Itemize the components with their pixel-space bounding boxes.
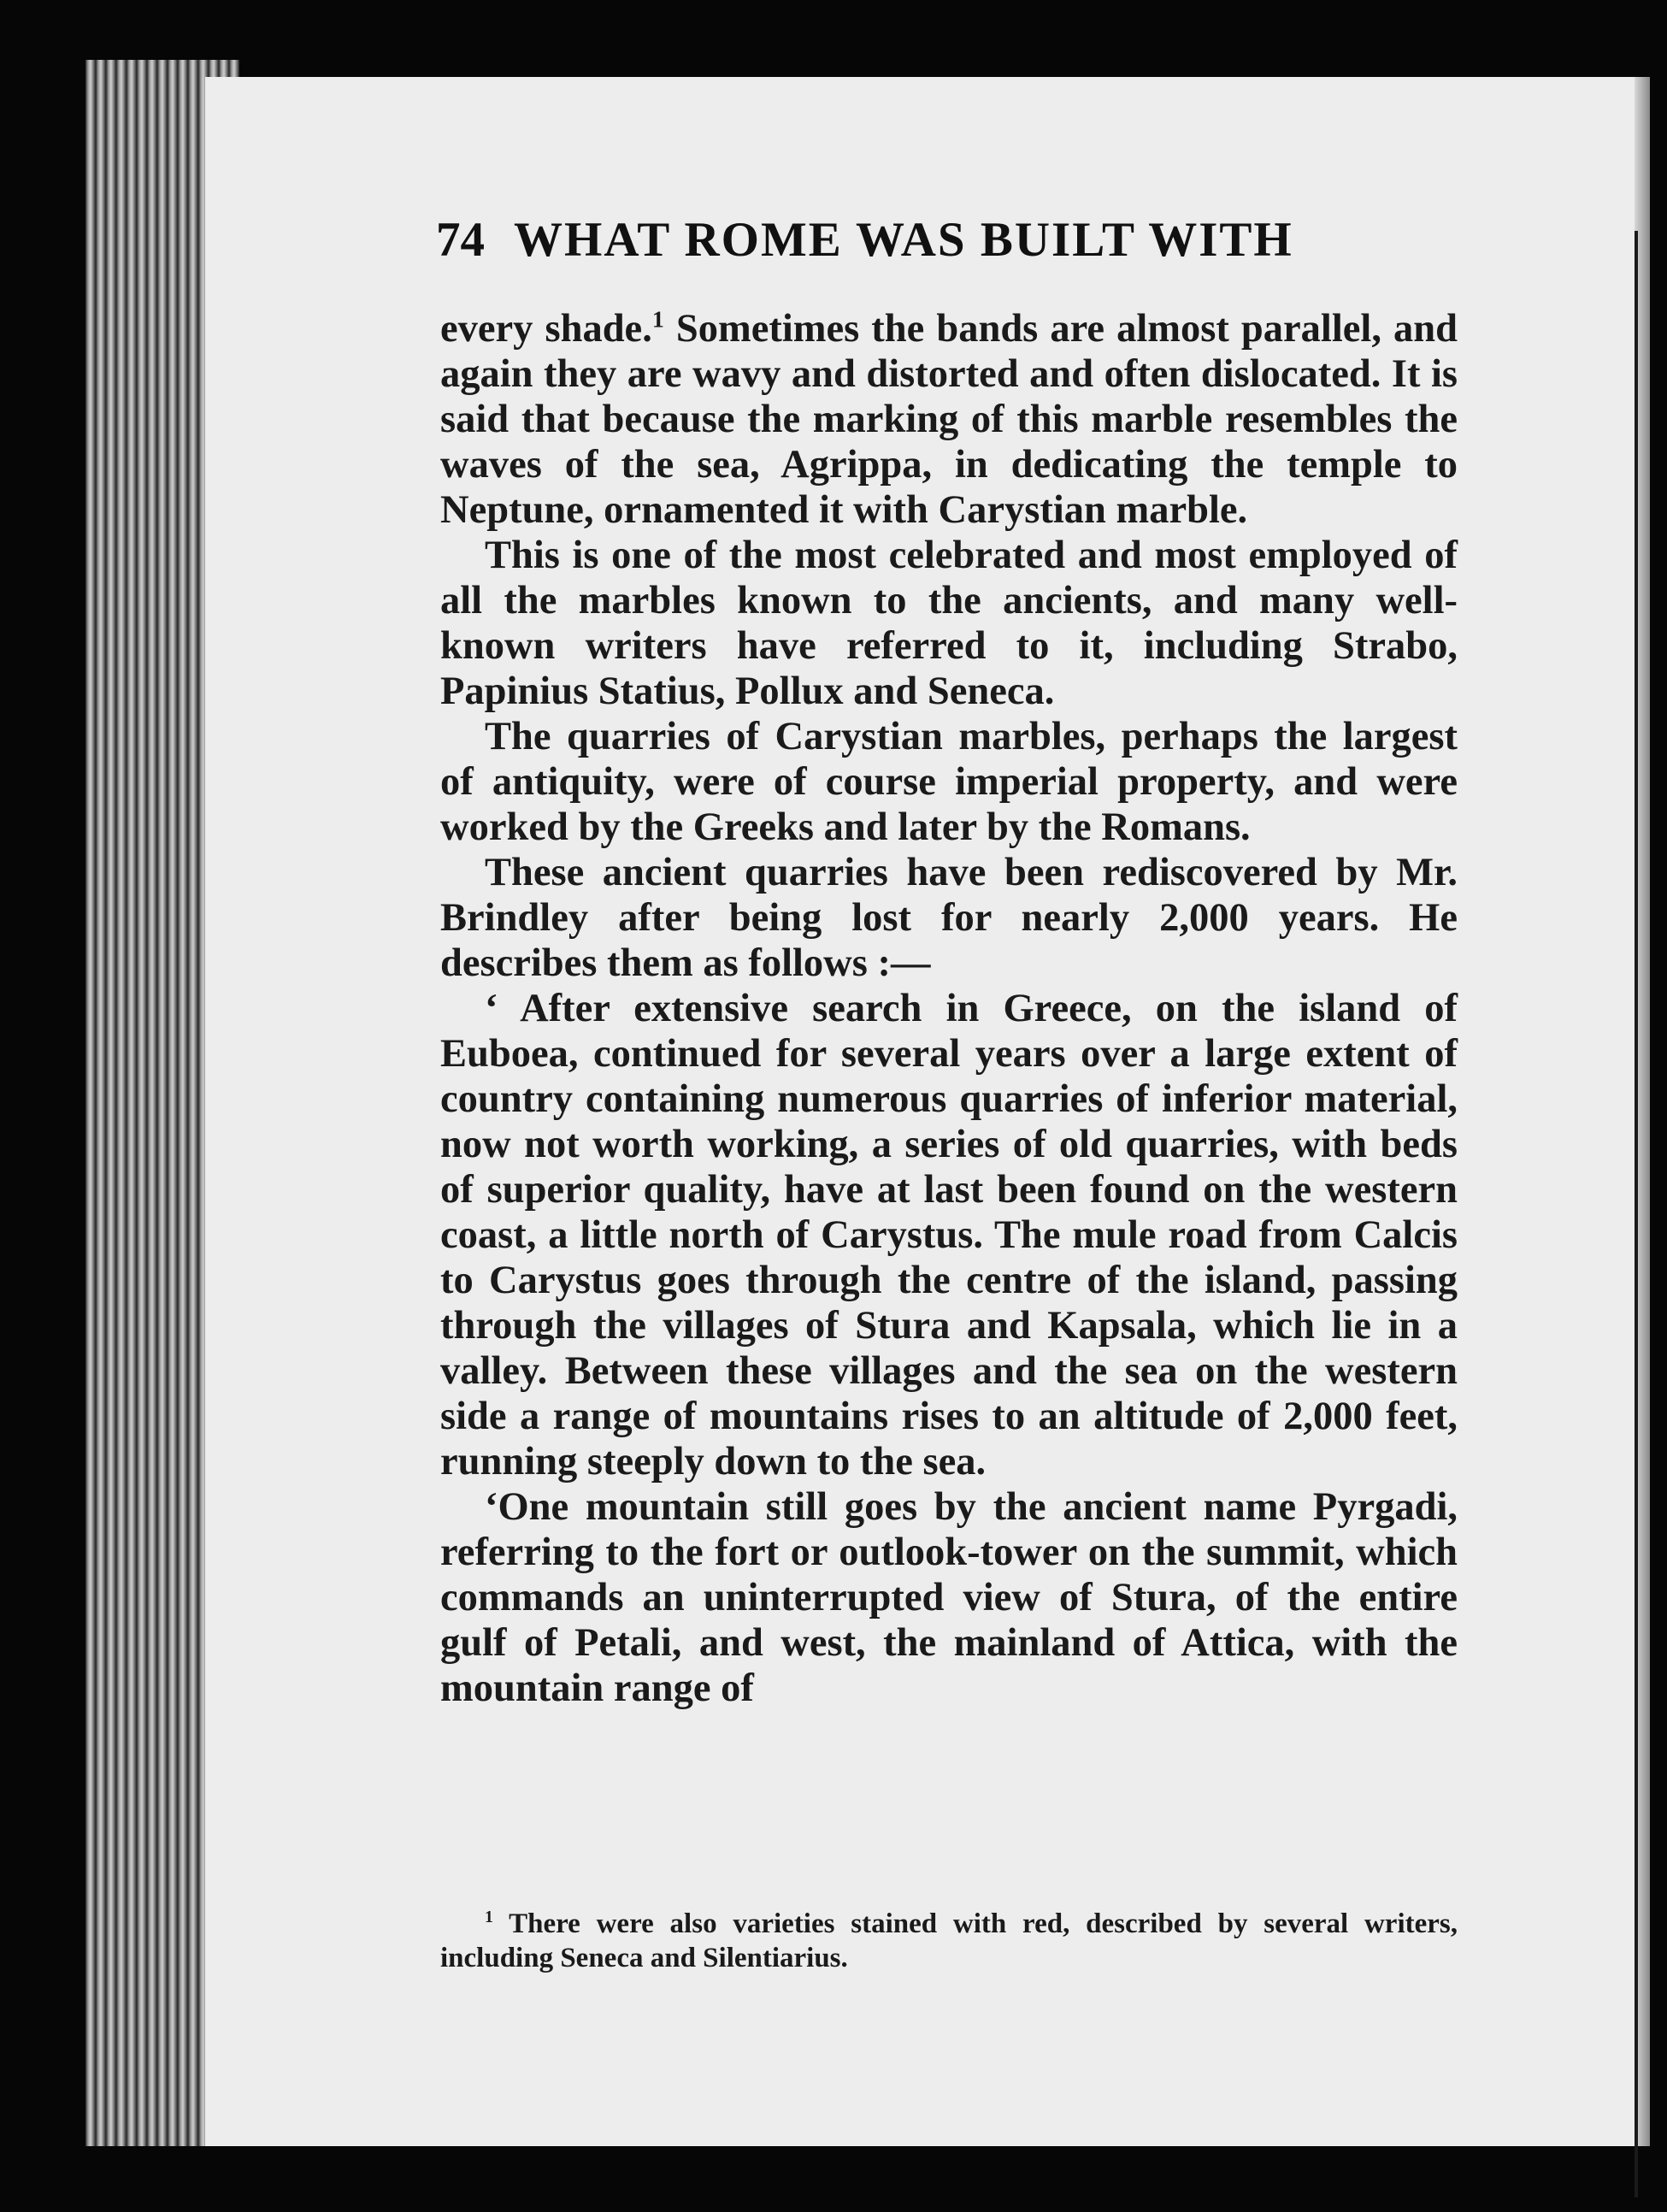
- footnote-reference: 1: [651, 306, 664, 333]
- footnote: [440, 1907, 1458, 1975]
- running-title: WHAT ROME WAS BUILT WITH: [514, 213, 1293, 267]
- paragraph-text-continued: Sometimes the bands are almost parallel, and again they are wavy and distorted and often dislocated. It is said that because the marking of this marble resembles the waves of the sea, Agrippa, in dedicating the temple to Neptune, ornamented it with Carystian marble.: [440, 307, 1458, 532]
- body-text: [440, 306, 1458, 1711]
- page-number: 74: [436, 213, 485, 267]
- paragraph-4: These ancient quarries have been rediscovered by Mr. Brindley after being lost for nearly 2,000 years. He describes them as follows :—: [440, 851, 1458, 985]
- footnote-block: [440, 1907, 1458, 1975]
- paragraph-6-quotation: ‘One mountain still goes by the ancient name Pyrgadi, referring to the fort or outlook-tower on the summit, which commands an uninterrupted view of Stura, of the entire gulf of Petali, and west, the mainland of Attica, with the mountain range of: [440, 1485, 1458, 1710]
- running-header: [436, 212, 1359, 280]
- paragraph-3: The quarries of Carystian marbles, perhaps the largest of antiquity, were of course imperial property, and were worked by the Greeks and later by the Romans.: [440, 715, 1458, 849]
- paragraph-2: This is one of the most celebrated and most employed of all the marbles known to the ancients, and many well-known writers have referred to it, including Strabo, Papinius Statius, Pollux and Seneca.: [440, 534, 1458, 713]
- footnote-marker: 1: [485, 1908, 493, 1926]
- paragraph-5-quotation: ‘ After extensive search in Greece, on the island of Euboea, continued for several years over a large extent of country containing numerous quarries of inferior material, now not worth working, a series of old quarries, with beds of superior quality, have at last been found on the western coast, a little north of Carystus. The mule road from Calcis to Carystus goes through the centre of the island, passing through the villages of Stura and Kapsala, which lie in a valley. Between these villages and the sea on the western side a range of mountains rises to an altitude of 2,000 feet, running steeply down to the sea.: [440, 987, 1458, 1484]
- footnote-text: There were also varieties stained with red, described by several writers, including Seneca and Silentiarius.: [440, 1908, 1458, 1973]
- paragraph-1: [440, 306, 1458, 533]
- page-border-line: [1635, 231, 1638, 2197]
- paragraph-text: every shade.: [440, 307, 652, 351]
